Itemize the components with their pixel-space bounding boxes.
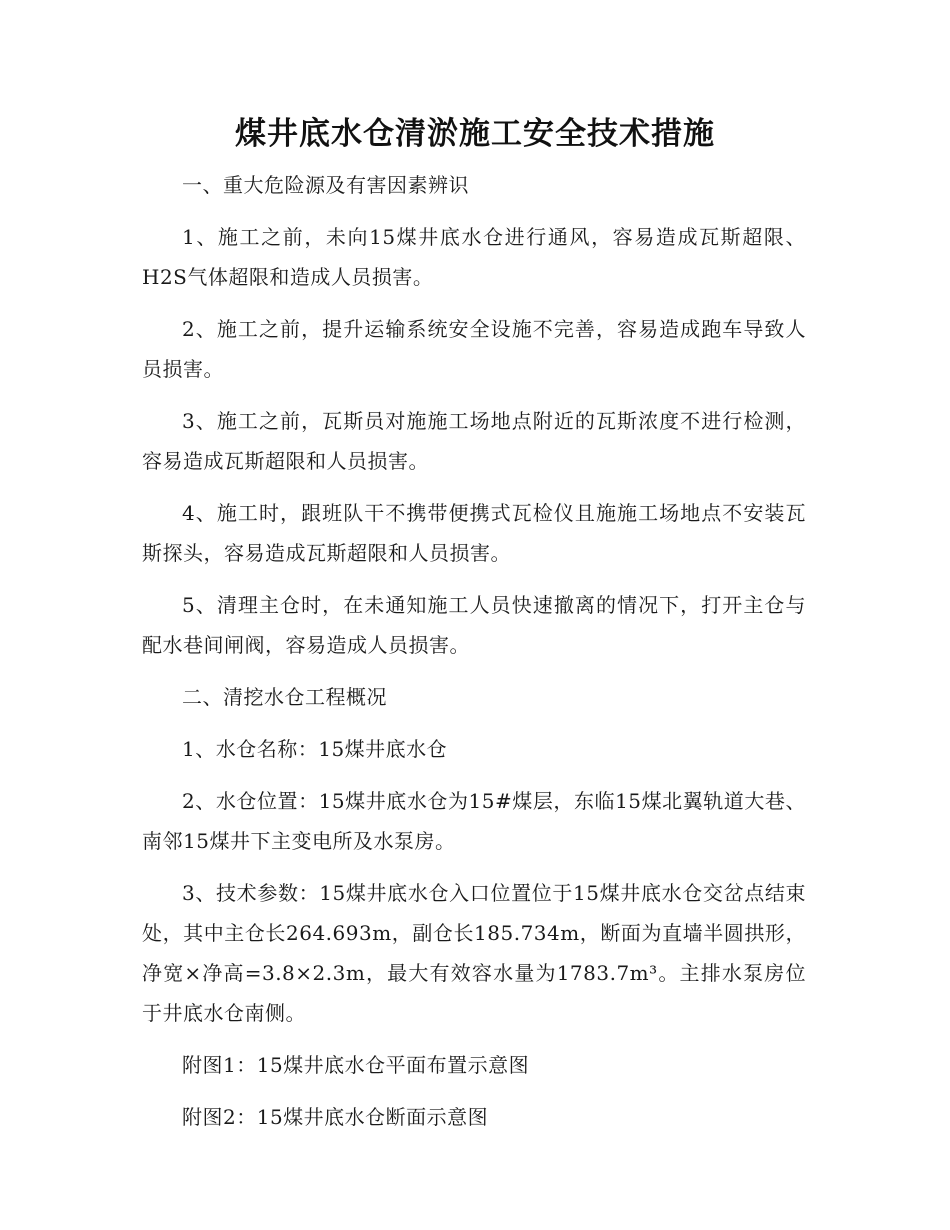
document-title: 煤井底水仓清淤施工安全技术措施 [235, 116, 715, 152]
paragraph-hazard-4: 4、施工时，跟班队干不携带便携式瓦检仪且施施工场地点不安装瓦斯探头，容易造成瓦斯超限和人员损害。 [142, 501, 806, 565]
paragraph-hazard-2: 2、施工之前，提升运输系统安全设施不完善，容易造成跑车导致人员损害。 [142, 317, 806, 381]
paragraph-figure-2: 附图2：15煤井底水仓断面示意图 [182, 1105, 489, 1129]
paragraph-hazard-3: 3、施工之前，瓦斯员对施施工场地点附近的瓦斯浓度不进行检测，容易造成瓦斯超限和人员损害。 [142, 409, 806, 473]
paragraph-hazard-5: 5、清理主仓时，在未通知施工人员快速撤离的情况下，打开主仓与配水巷间闸阀，容易造成人员损害。 [142, 593, 806, 657]
section-heading-hazards: 一、重大危险源及有害因素辨识 [182, 173, 469, 197]
document-body [142, 165, 806, 1149]
paragraph-sump-name: 1、水仓名称：15煤井底水仓 [182, 737, 448, 761]
section-heading-overview: 二、清挖水仓工程概况 [182, 685, 387, 709]
paragraph-figure-1: 附图1：15煤井底水仓平面布置示意图 [182, 1053, 530, 1077]
paragraph-technical-parameters: 3、技术参数：15煤井底水仓入口位置位于15煤井底水仓交岔点结束处，其中主仓长264.693m，副仓长185.734m，断面为直墙半圆拱形，净宽×净高=3.8×2.3m，最大有效容水量为1783.7m³。主排水泵房位于井底水仓南侧。 [142, 881, 806, 1025]
paragraph-sump-location: 2、水仓位置：15煤井底水仓为15#煤层，东临15煤北翼轨道大巷、南邻15煤井下主变电所及水泵房。 [142, 789, 806, 853]
paragraph-hazard-1: 1、施工之前，未向15煤井底水仓进行通风，容易造成瓦斯超限、H2S气体超限和造成人员损害。 [142, 225, 806, 289]
